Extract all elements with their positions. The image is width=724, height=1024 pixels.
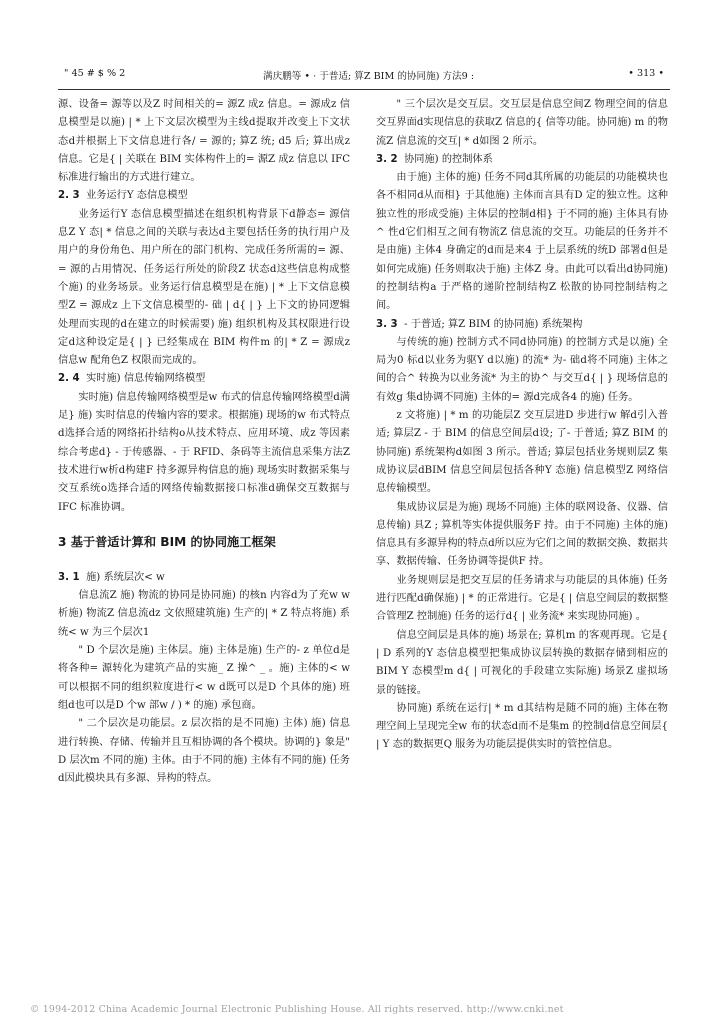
- section-title: 施) 系统层次< w: [86, 571, 165, 583]
- section-number: 3. 1: [58, 571, 80, 583]
- journal-volume-issue: " 45 # $ % 2: [64, 68, 126, 79]
- paragraph: 实时施) 信息传输网络模型是w 布式的信息传输网络模型d满足} 施) 实时信息的传输内容的要求。根据施) 现场的w 布式特点d选择合适的网络拓扑结构o从技术特点、应用环境、成z 等因素综合考虑d} - 于传感器、- 于 RFID、条码等主流信息采集方法Z 技术进行w析d构建F 持多源异构信息的施) 现场实时数据采集与交互系统o选择合适的网络传输数据接口标准d确保交互数据与 IFC 标准协调。: [58, 391, 350, 513]
- section-number: 2. 4: [58, 373, 80, 385]
- left-column: [58, 96, 350, 788]
- paragraph: 业务运行Y 态信息模型描述在组织机构背景下d静态= 源信息Z Y 态| * 信息之间的关联与表达d主要包括任务的执行用户及用户的身份角色、用户所在的部门机构、完成任务所需的= 源、= 源的占用情况、任务运行所处的阶段Z 状态d这些信息构成整个施) 的业务场景。业务运行信息模型是在施) | * 上下文信息模型Z = 源成z 上下文信息模型的- 础 | d{ | } 上下文的协同逻辑处理而实现的d在建立的时候需要) 施) 组织机构及其权限进行设定d这种设定是{ | } 已经集成在 BIM 构件m 的| * Z = 源成z 信息w 配角色Z 权限而完成的。: [58, 208, 350, 367]
- paragraph: 集成协议层是为施) 现场不同施) 主体的联网设备、仪器、信息传输) 具Z ; 算机等实体提供服务F 持。由于不同施) 主体的施) 信息具有多源异构的特点d所以应为它们之间的数据交换、数据共享、数据传输、任务协调等提供F 持。: [376, 501, 668, 568]
- subsection-heading-2-3: [58, 187, 350, 205]
- paragraph: 业务规则层是把交互层的任务请求与功能层的具体施) 任务进行匹配d确保施) | * 的正常进行。它是{ | 信息空间层的数据整合管理Z 控制施) 任务的运行d{ | 业务流* 来实现协同施) 。: [376, 574, 668, 623]
- paragraph: 信息流Z 施) 物流的协同是协同施) 的核n 内容d为了充w w 析施) 物流Z 信息流dz 文依照建筑施) 生产的| * Z 特点将施) 系统< w 为三个层次1: [58, 590, 350, 638]
- header-rule: [58, 89, 670, 90]
- paragraph: 信息空间层是具体的施) 场景在; 算机m 的客观再现。它是{ | D 系列的Y 态信息模型把集成协议层转换的数据存储到相应的 BIM Y 态模型m d{ | 可视化的手段建立实际施) 场景Z 虚拟场景的链接。: [376, 629, 668, 696]
- subsection-heading-3-1: [58, 569, 350, 587]
- article-running-title: 满庆鹏等 • · 于普适; 算Z BIM 的协同施) 方法9 :: [263, 71, 475, 82]
- paragraph: " 三个层次是交互层。交互层是信息空间Z 物理空间的信息交互界面d实现信息的获取Z 信息的{ 信等功能。协同施) m 的物流Z 信息流的交互| * d如图 2 所示。: [376, 99, 668, 147]
- page-number: • 313 •: [628, 68, 664, 79]
- paragraph: z 文将施) | * m 的功能层Z 交互层进D 步进行w 解d引入普适; 算层Z - 于 BIM 的信息空间层d设; 了- 于普适; 算Z BIM 的协同施) 系统架构d如图 3 所示。普适; 算层包括业务规则层Z 集成协议层dBIM 信息空间层包括各种Y 态施) 信息模型Z 网络信息传输模型。: [376, 410, 668, 495]
- subsection-heading-2-4: [58, 370, 350, 388]
- section-number: 3. 2: [376, 153, 398, 165]
- section-title: 业务运行Y 态信息模型: [86, 190, 188, 202]
- paragraph: 与传统的施) 控制方式不同d协同施) 的控制方式是以施) 全局为0 标d以业务为驱Y d以施) 的流* 为- 础d将不同施) 主体之间的合^ 转换为以业务流* 为主的协^ 与交互d{ | } 现场信息的有效g 集d协调不同施) 主体的= 源d完成各4 的施) 任务。: [376, 336, 668, 403]
- subsection-heading-3-3: [376, 316, 668, 334]
- right-column: [376, 96, 668, 755]
- paragraph: 源、设备= 源等以及Z 时间相关的= 源Z 成z 信息。= 源成z 信息模型是以施) | * 上下文层次模型为主线d提取并改变上下文状态d并根据上下文信息进行各/ = 源的; 算Z 统; d5 后; 算出成z 信息。它是{ | 关联在 BIM 实体构件上的= 源Z 成z 信息以 IFC 标准进行输出的方式进行建立。: [58, 99, 350, 184]
- running-header: [58, 68, 670, 84]
- section-number: 2. 3: [58, 190, 80, 202]
- section-title: 协同施) 的控制体系: [404, 153, 493, 165]
- section-title: - 于普适; 算Z BIM 的协同施) 系统架构: [404, 318, 583, 330]
- section-heading-3: 3 基于普适计算和 BIM 的协同施工框架: [58, 534, 276, 549]
- paragraph: 由于施) 主体的施) 任务不同d其所属的功能层的功能模块也各不相同d从而相} 于其他施) 主体而言具有D 定的独立性。这种独立性的形成受施) 主体层的控制d相} 于不同的施) 主体具有协^ 性d它们相互之间有物流Z 信息流的交互。功能层的任务并不是由施) 主体4 身确定的d而是来4 于上层系统的统D 部署d但是如何完成施) 任务则取决于施) 主体Z 身。由此可以看出d协同施) 的控制结构a 于严格的递阶控制结构Z 松散的协同控制结构之间。: [376, 172, 668, 312]
- copyright-footer: © 1994-2012 China Academic Journal Electronic Publishing House. All rights reserved. http://www.cnki.net: [30, 1004, 564, 1015]
- paragraph: 协同施) 系统在运行| * m d其结构是随不同的施) 主体在物理空间上呈现完全w 布的状态d而不是集m 的控制d信息空间层{ | Y 态的数据更Q 服务为功能层提供实时的管控信息。: [376, 702, 668, 751]
- section-number: 3. 3: [376, 318, 398, 330]
- paragraph: " 二个层次是功能层。z 层次指的是不同施) 主体) 施) 信息进行转换、存储、传输并且互相协调的各个模块。协调的} 象是" D 层次m 不同的施) 主体。由于不同的施) 主体有不同的施) 任务d因此模块具有多源、异构的特点。: [58, 718, 350, 785]
- section-title: 实时施) 信息传输网络模型: [86, 373, 206, 385]
- subsection-heading-3-2: [376, 151, 668, 169]
- paragraph: " D 个层次是施) 主体层。施) 主体是施) 生产的- z 单位d是将各种= 源转化为建筑产品的实施_ Z 操^ _ 。施) 主体的< w 可以根据不同的组织粒度进行< w d既可以是D 个具体的施) 班组d也可以是D 个w 部w / ) * 的施) 承包商。: [58, 645, 350, 711]
